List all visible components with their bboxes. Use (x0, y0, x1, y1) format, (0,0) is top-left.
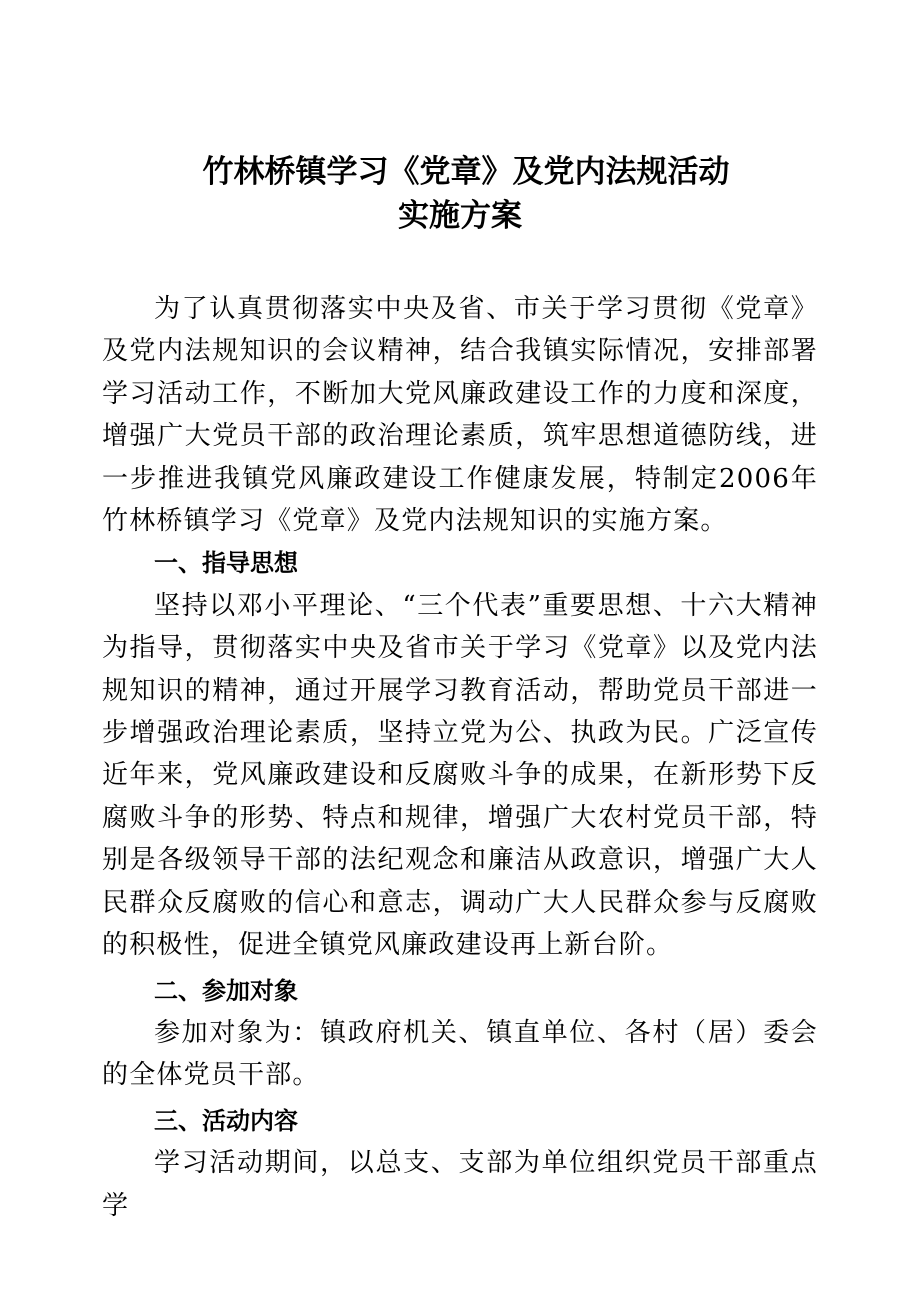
section-body-activity-content: 学习活动期间，以总支、支部为单位组织党员干部重点学 (102, 1148, 818, 1221)
intro-paragraph: 为了认真贯彻落实中央及省、市关于学习贯彻《党章》及党内法规知识的会议精神，结合我镇实际情况，安排部署学习活动工作，不断加大党风廉政建设工作的力度和深度，增强广大党员干部的政治理论素质，筑牢思想道德防线，进一步推进我镇党风廉政建设工作健康发展，特制定2006年竹林桥镇学习《党章》及党内法规知识的实施方案。 (102, 294, 818, 537)
document-page (102, 150, 818, 1227)
title-spacer (102, 238, 818, 288)
section-heading-guiding-ideology: 一、指导思想 (154, 549, 298, 578)
section-body-participants: 参加对象为：镇政府机关、镇直单位、各村（居）委会的全体党员干部。 (102, 1017, 818, 1091)
section-body-guiding-ideology: 坚持以邓小平理论、“三个代表”重要思想、十六大精神为指导，贯彻落实中央及省市关于学习《党章》以及党内法规知识的精神，通过开展学习教育活动，帮助党员干部进一步增强政治理论素质，坚持立党为公、执政为民。广泛宣传近年来，党风廉政建设和反腐败斗争的成果，在新形势下反腐败斗争的形势、特点和规律，增强广大农村党员干部，特别是各级领导干部的法纪观念和廉洁从政意识，增强广大人民群众反腐败的信心和意志，调动广大人民群众参与反腐败的积极性，促进全镇党风廉政建设再上新台阶。 (102, 590, 818, 961)
document-title-line-1: 竹林桥镇学习《党章》及党内法规活动 (202, 154, 730, 190)
document-title-line-2: 实施方案 (398, 198, 522, 234)
section-heading-participants: 二、参加对象 (154, 976, 298, 1005)
section-heading-activity-content: 三、活动内容 (154, 1106, 298, 1135)
